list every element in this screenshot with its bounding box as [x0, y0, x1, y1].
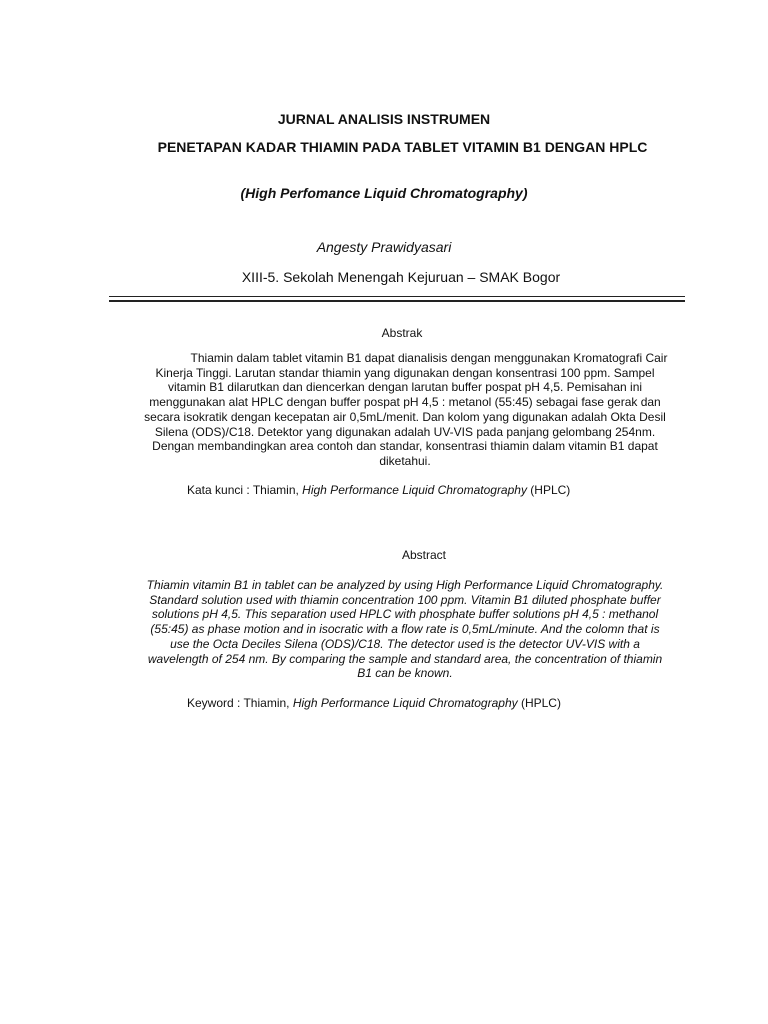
abstract-heading: Abstract — [401, 548, 446, 562]
abstrak-keywords-prefix: Kata kunci : Thiamin, — [187, 483, 303, 497]
paper-subtitle: (High Perfomance Liquid Chromatography) — [240, 185, 528, 201]
abstrak-keywords-term: High Performance Liquid Chromatography — [302, 483, 527, 497]
author-name: Angesty Prawidyasari — [316, 239, 452, 255]
abstrak-text: Thiamin dalam tablet vitamin B1 dapat dianalisis dengan menggunakan Kromatografi Cair Kinerja Tinggi. Larutan standar thiamin yang digunakan dengan konsentrasi 100 ppm. Sampel vitamin B1 dilarutkan dan diencerkan dengan larutan buffer pospat pH 4,5. Pemisahan ini menggunakan alat HPLC dengan buffer pospat pH 4,5 : metanol (55:45) sebagai fase gerak dan secara isokratik dengan kecepatan air 0,5mL/menit. Dan kolom yang digunakan adalah Okta Desil Silena (ODS)/C18. Detektor yang digunakan adalah UV-VIS pada panjang gelombang 254nm. Dengan membandingkan area contoh dan standar, konsentrasi thiamin dalam vitamin B1 dapat diketahui. — [144, 351, 668, 468]
abstract-keywords — [187, 696, 561, 710]
header-divider-thin — [109, 296, 685, 297]
abstrak-keywords-suffix: (HPLC) — [526, 483, 571, 497]
paper-title: PENETAPAN KADAR THIAMIN PADA TABLET VITAMIN B1 DENGAN HPLC — [157, 139, 648, 155]
abstract-keywords-term: High Performance Liquid Chromatography — [292, 696, 518, 710]
abstrak-body — [140, 351, 670, 469]
abstract-keywords-prefix: Keyword : Thiamin, — [187, 696, 293, 710]
abstrak-heading: Abstrak — [381, 326, 423, 340]
abstract-body: Thiamin vitamin B1 in tablet can be analyzed by using High Performance Liquid Chromatography. Standard solution used with thiamin concentration 100 ppm. Vitamin B1 diluted phosphate buffer solutions pH 4,5. This separation used HPLC with phosphate buffer solutions pH 4,5 : methanol (55:45) as phase motion and in isocratic with a flow rate is 0,5mL/minute. And the colomn that is use the Octa Deciles Silena (ODS)/C18. The detector used is the detector UV-VIS with a wavelength of 254 nm. By comparing the sample and standard area, the concentration of thiamin B1 can be known. — [146, 578, 664, 681]
abstract-keywords-suffix: (HPLC) — [517, 696, 561, 710]
header-divider-thick — [109, 300, 685, 302]
author-affiliation: XIII-5. Sekolah Menengah Kejuruan – SMAK Bogor — [241, 269, 561, 285]
abstrak-keywords — [187, 483, 570, 497]
journal-title: JURNAL ANALISIS INSTRUMEN — [277, 111, 491, 127]
